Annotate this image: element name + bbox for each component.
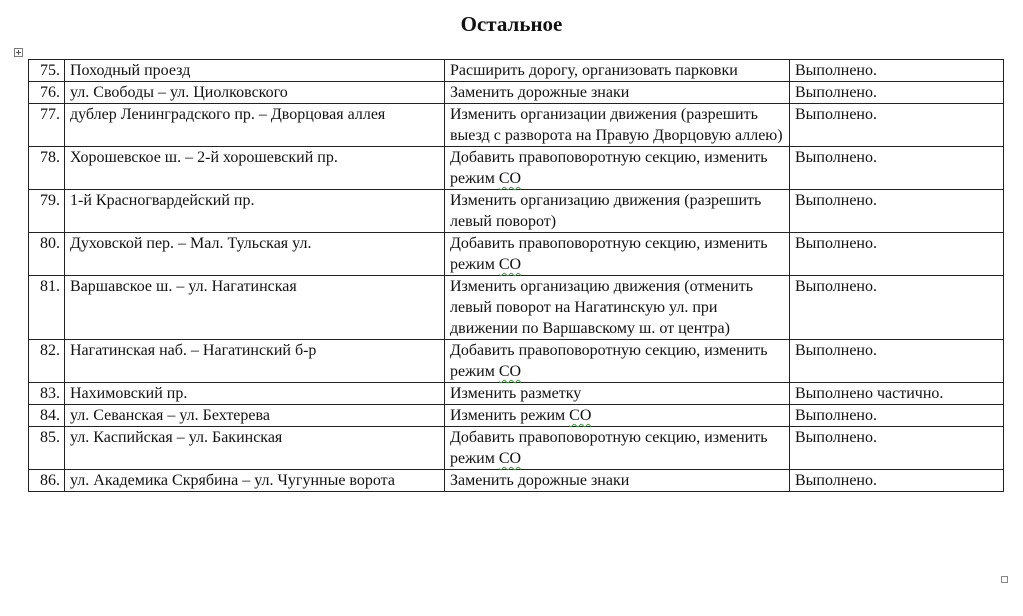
spellcheck-marked-word: СО [498,256,522,273]
results-table [28,59,1004,492]
row-number: 75. [29,60,65,82]
row-location: Нагатинская наб. – Нагатинский б-р [65,340,445,383]
row-status: Выполнено частично. [790,383,1004,405]
row-status: Выполнено. [790,190,1004,233]
row-status: Выполнено. [790,60,1004,82]
spellcheck-marked-word: СО [569,407,592,424]
document-title: Остальное [460,12,563,36]
table-row [29,427,1004,470]
row-action: Добавить правоповоротную секцию, изменить режим СО [445,340,790,383]
row-status: Выполнено. [790,427,1004,470]
table-row [29,60,1004,82]
row-action: Изменить разметку [445,383,790,405]
row-number: 85. [29,427,65,470]
table-row [29,82,1004,104]
row-action: Заменить дорожные знаки [445,470,790,492]
row-action: Заменить дорожные знаки [445,82,790,104]
table-move-handle-icon[interactable] [14,48,23,57]
row-action: Изменить организации движения (разрешить выезд с разворота на Правую Дворцовую аллею) [445,104,790,147]
row-location: 1-й Красногвардейский пр. [65,190,445,233]
table-row [29,383,1004,405]
row-location: ул. Севанская – ул. Бехтерева [65,405,445,427]
row-status: Выполнено. [790,405,1004,427]
results-table-body [29,60,1004,492]
table-row [29,276,1004,340]
row-number: 76. [29,82,65,104]
row-number: 80. [29,233,65,276]
table-row [29,405,1004,427]
table-resize-handle-icon[interactable] [1001,576,1008,583]
row-number: 77. [29,104,65,147]
row-action: Изменить организацию движения (отменить левый поворот на Нагатинскую ул. при движении по Варшавскому ш. от центра) [445,276,790,340]
row-status: Выполнено. [790,340,1004,383]
row-action: Добавить правоповоротную секцию, изменить режим СО [445,233,790,276]
row-status: Выполнено. [790,233,1004,276]
table-row [29,147,1004,190]
row-status: Выполнено. [790,82,1004,104]
row-action: Расширить дорогу, организовать парковки [445,60,790,82]
row-number: 78. [29,147,65,190]
table-row [29,233,1004,276]
spellcheck-marked-word: СО [498,363,522,380]
row-number: 81. [29,276,65,340]
row-number: 79. [29,190,65,233]
row-number: 86. [29,470,65,492]
row-location: Варшавское ш. – ул. Нагатинская [65,276,445,340]
row-location: Духовской пер. – Мал. Тульская ул. [65,233,445,276]
row-number: 82. [29,340,65,383]
table-row [29,340,1004,383]
row-action: Добавить правоповоротную секцию, изменить режим СО [445,147,790,190]
spellcheck-marked-word: СО [498,450,522,467]
row-number: 83. [29,383,65,405]
row-status: Выполнено. [790,147,1004,190]
row-number: 84. [29,405,65,427]
spellcheck-marked-word: СО [498,170,522,187]
row-action: Добавить правоповоротную секцию, изменить режим СО [445,427,790,470]
row-location: дублер Ленинградского пр. – Дворцовая аллея [65,104,445,147]
row-location: Нахимовский пр. [65,383,445,405]
table-row [29,104,1004,147]
row-action: Изменить организацию движения (разрешить левый поворот) [445,190,790,233]
row-action: Изменить режим СО [445,405,790,427]
row-status: Выполнено. [790,104,1004,147]
row-status: Выполнено. [790,276,1004,340]
row-location: ул. Свободы – ул. Циолковского [65,82,445,104]
table-row [29,470,1004,492]
row-location: ул. Каспийская – ул. Бакинская [65,427,445,470]
row-location: ул. Академика Скрябина – ул. Чугунные ворота [65,470,445,492]
table-row [29,190,1004,233]
row-location: Хорошевское ш. – 2-й хорошевский пр. [65,147,445,190]
row-status: Выполнено. [790,470,1004,492]
row-location: Походный проезд [65,60,445,82]
